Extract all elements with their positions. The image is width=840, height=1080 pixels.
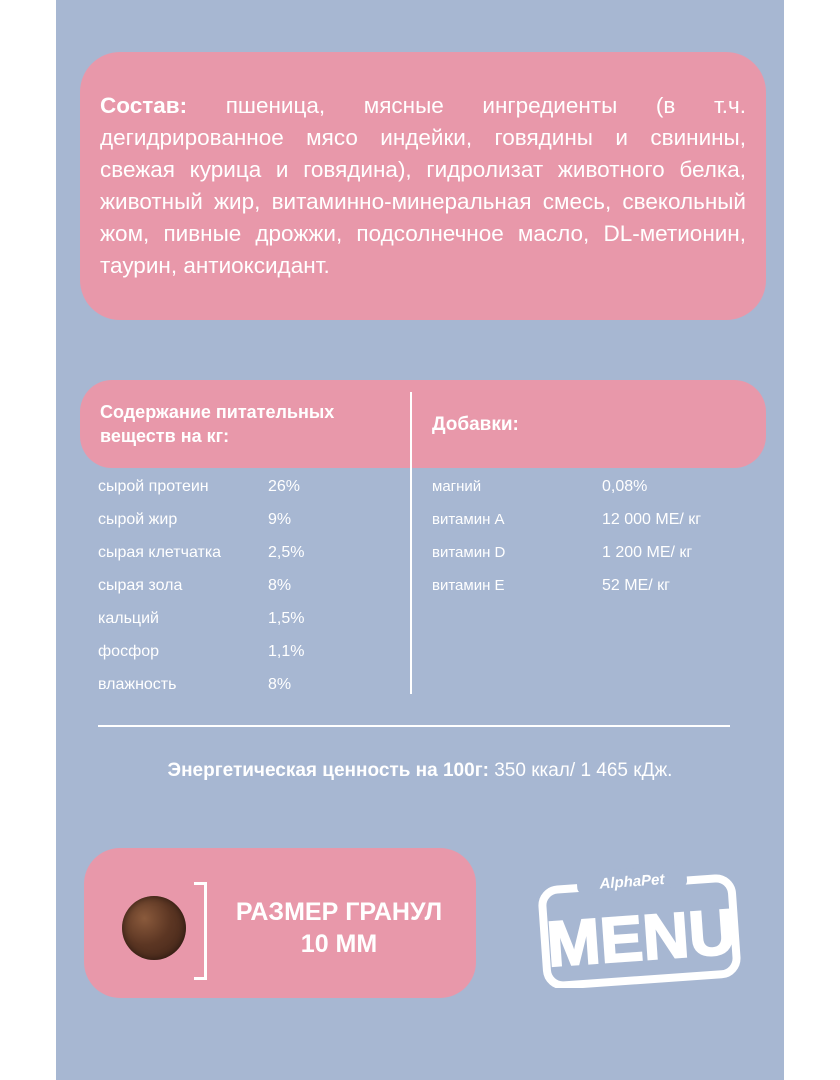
energy-value: 350 ккал/ 1 465 кДж.: [494, 760, 673, 781]
composition-card: [80, 52, 766, 320]
granule-size-line2: 10 ММ: [300, 930, 378, 958]
nutrient-value: 8%: [268, 676, 292, 693]
nutrient-value: 26%: [268, 478, 301, 495]
granule-size-card: [84, 848, 476, 998]
granule-size-line1: РАЗМЕР ГРАНУЛ: [235, 898, 443, 926]
section-divider: [98, 725, 730, 727]
additive-name: витамин D: [432, 544, 506, 561]
nutrient-name: сырая зола: [98, 577, 183, 594]
nutrients-header: Содержание питательных веществ на кг:: [100, 402, 335, 446]
nutrient-value: 9%: [268, 511, 292, 528]
kibble-image: [122, 896, 186, 960]
nutrient-name: сырой жир: [98, 511, 178, 528]
energy-label: Энергетическая ценность на 100г:: [167, 760, 489, 781]
energy-value-line: [0, 760, 840, 782]
additive-value: 52 МЕ/ кг: [602, 577, 670, 594]
additive-value: 1 200 МЕ/ кг: [602, 544, 693, 561]
nutrient-name: кальций: [98, 610, 159, 627]
nutrient-value: 1,1%: [268, 643, 305, 660]
composition-body: пшеница, мясные ингредиенты (в т.ч. дегидрированное мясо индейки, говядины и свинины, свежая курица и говядина), гидролизат животного белка, животный жир, витаминно-минеральная смесь, свекольный жом, пивные дрожжи, подсолнечное масло, DL-метионин, таурин, антиоксидант.: [100, 93, 746, 278]
additive-name: витамин А: [432, 511, 505, 528]
composition-text: [100, 90, 746, 282]
nutrient-name: фосфор: [98, 643, 160, 660]
logo-brand: AlphaPet: [598, 871, 665, 893]
logo-graphic: [530, 862, 746, 988]
nutrient-value: 8%: [268, 577, 292, 594]
nutrient-value: 1,5%: [268, 610, 305, 627]
additive-name: магний: [432, 478, 482, 495]
additive-name: витамин Е: [432, 577, 505, 594]
granule-size-text: [214, 896, 464, 960]
nutrient-name: сырая клетчатка: [98, 544, 222, 561]
additives-header: Добавки:: [432, 414, 519, 435]
alphapet-menu-logo: [530, 862, 746, 988]
bracket-icon: [194, 882, 207, 980]
nutrient-name: сырой протеин: [98, 478, 209, 495]
additive-value: 0,08%: [602, 478, 648, 495]
nutrient-name: влажность: [98, 676, 177, 693]
composition-label: Состав:: [100, 93, 188, 118]
additive-value: 12 000 МЕ/ кг: [602, 511, 702, 528]
column-divider: [410, 392, 412, 694]
nutrient-value: 2,5%: [268, 544, 305, 561]
table-header: [80, 380, 766, 468]
logo-word: MENU: [544, 895, 738, 981]
